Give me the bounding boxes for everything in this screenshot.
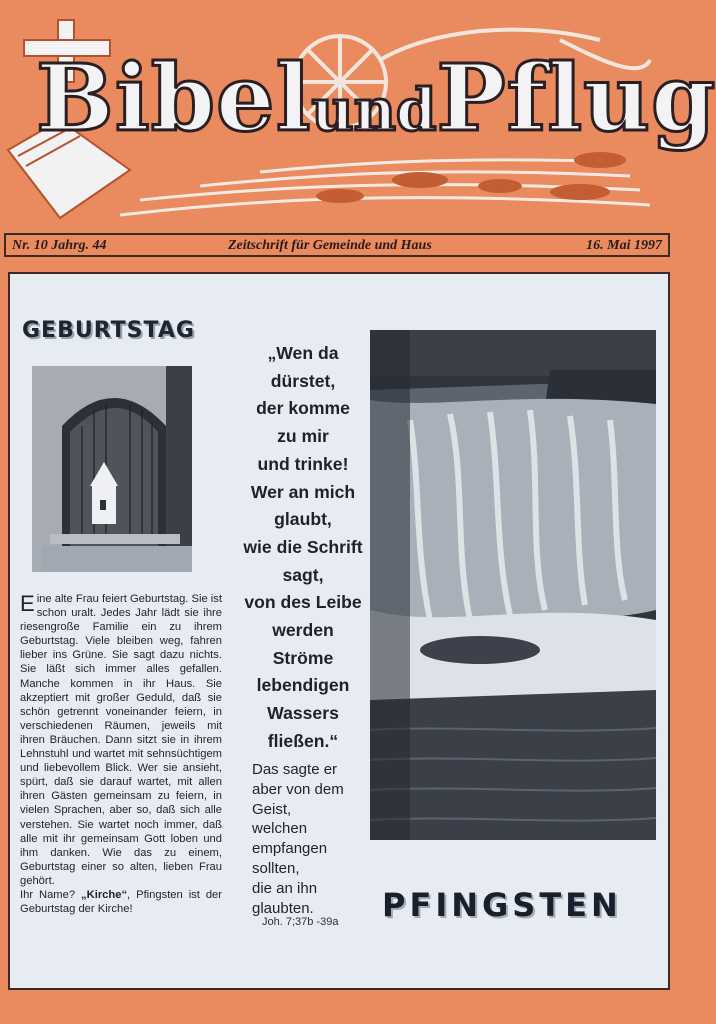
heading-geburtstag: GEBURTSTAG — [22, 318, 195, 343]
waterfall-photo — [370, 330, 656, 840]
issue-number: Nr. 10 Jahrg. 44 — [12, 238, 107, 253]
quote-line: Ströme — [272, 647, 334, 668]
story-end-kirche: „Kirche“ — [81, 888, 128, 901]
quote-line: zu mir — [277, 426, 329, 447]
quote-line: der komme — [256, 398, 350, 419]
quote-line: von des Leibe — [244, 592, 362, 613]
story-end-question: Ihr Name? — [20, 888, 82, 901]
quote-line: sagt, — [282, 564, 324, 585]
title-und: und — [311, 76, 437, 144]
quote-line: fließen.“ — [267, 730, 339, 751]
explanation-line: Geist, — [252, 800, 292, 818]
quote-line: „Wen da — [267, 343, 339, 363]
explanation-line: aber von dem — [252, 780, 344, 798]
story-body: ine alte Frau feiert Geburtstag. Sie ist schon uralt. Jedes Jahr lädt sie ihre riesengroße Familie ein zu ihrem Geburtstag. Viele bleiben weg, fahren lieber ins Grüne. Sie sagt dazu nichts. Sie läßt sich immer alles gefallen. Manche kommen in ihr Haus. Sie akzeptiert mit großer Geduld, daß sie schön getrennt voneinander feiern, in verschiedenen Räumen, jeweils mit ihren Bräuchen. Dann sitzt sie in ihrem Lehnstuhl und wartet mit sehnsüchtigem und liebevollem Blick. Wer sie ansieht, spürt, daß sie darauf wartet, mit allen ihren Gästen gemeinsam zu feiern, in vielen Sprachen, aber so, daß sich alle verstehen. Sie wartet noch immer, daß alle mit ihr gemeinsam Gott loben und ihm danken. Wie das zu einem, Geburtstag einer so alten, lieben Frau gehört. — [20, 593, 222, 887]
chapel-arch-photo — [32, 366, 192, 572]
quote-line: Wer an mich — [250, 481, 356, 502]
explanation-line: empfangen — [252, 840, 328, 858]
quote-line: werden — [272, 620, 334, 641]
quote-line: glaubt, — [274, 509, 332, 530]
issue-date: 16. Mai 1997 — [586, 238, 662, 253]
explanation-line: welchen — [252, 820, 308, 838]
drop-cap: E — [20, 591, 35, 616]
issue-info-bar — [4, 233, 670, 257]
masthead — [0, 0, 716, 230]
explanation-line: sollten, — [252, 859, 300, 877]
publication-subtitle: Zeitschrift für Gemeinde und Haus — [228, 238, 432, 253]
explanation-line: glaubten. — [252, 899, 314, 917]
heading-pfingsten: PFINGSTEN — [382, 886, 622, 924]
title-pflug: Pflug — [436, 44, 716, 152]
bible-reference: Joh. 7;37b -39a — [262, 916, 339, 928]
content-panel — [8, 272, 670, 990]
title-bibel: Bibel — [36, 44, 312, 152]
explanation-line: die an ihn — [252, 879, 318, 897]
quote-line: und trinke! — [257, 453, 349, 474]
geburtstag-story — [20, 592, 222, 916]
quote-line: lebendigen — [256, 675, 350, 696]
explanation-line: Das sagte er — [252, 761, 338, 778]
quote-line: dürstet, — [270, 370, 336, 391]
masthead-title — [36, 44, 716, 152]
story-end-rest: , Pfingsten ist der Geburtstag der Kirche! — [20, 888, 223, 916]
quote-line: wie die Schrift — [243, 536, 363, 557]
quote-explanation — [252, 760, 372, 918]
quote-line: Wassers — [267, 703, 339, 724]
scripture-quote — [232, 340, 374, 756]
